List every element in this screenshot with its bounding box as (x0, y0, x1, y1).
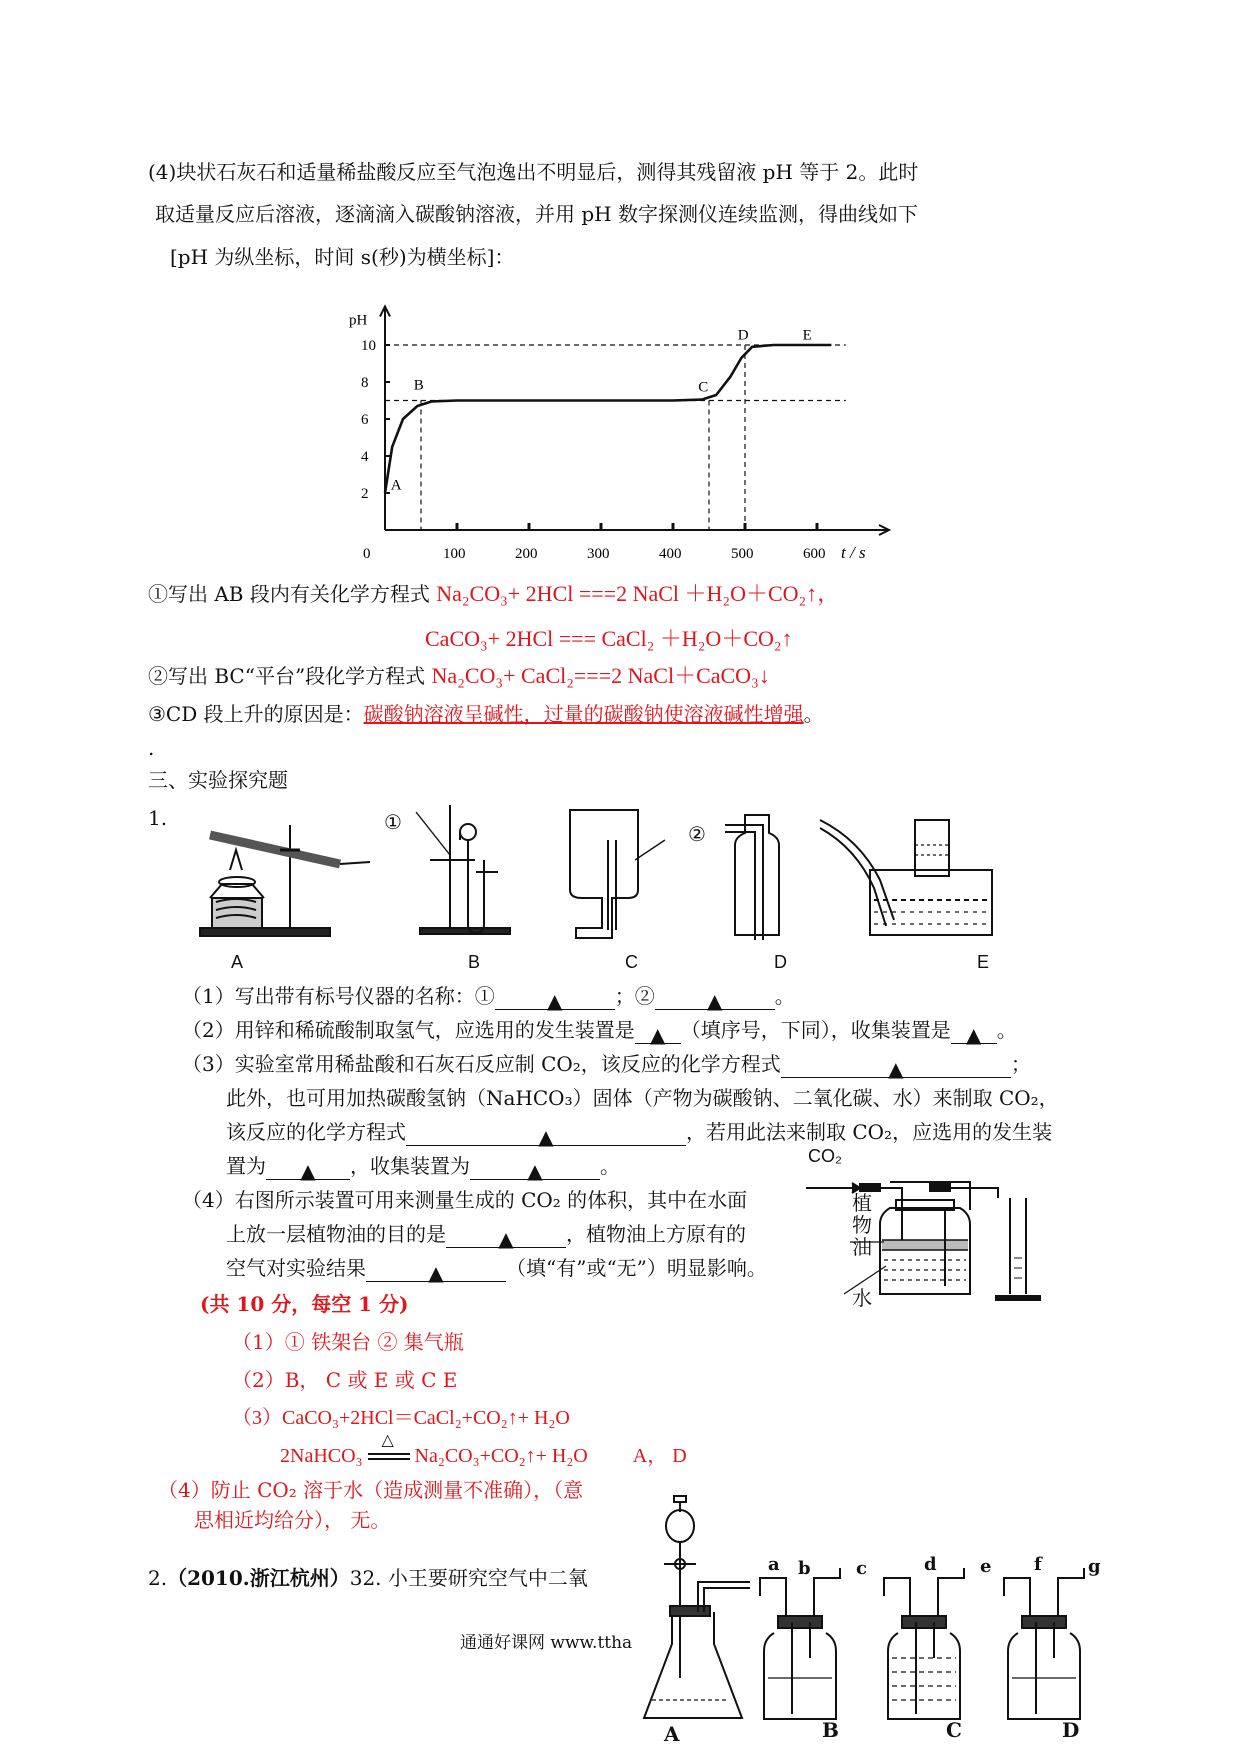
apparatus-e (820, 820, 992, 935)
answer-blank[interactable]: ▲ (951, 1021, 997, 1044)
problem2-num: 2. (148, 1566, 168, 1590)
problem2-source: （2010.浙江杭州） (167, 1566, 350, 1590)
q1-eq1: Na₂CO₃+ 2HCl ===2 NaCl ＋H₂O＋CO₂↑， (436, 581, 840, 606)
answer-blank[interactable]: ▲ (266, 1157, 350, 1180)
part4-line1: (4)块状石灰石和适量稀盐酸反应至气泡逸出不明显后，测得其残留液 pH 等于 2。此时 (148, 160, 919, 184)
q3-line2: 此外，也可用加热碳酸氢钠（NaHCO₃）固体（产物为碳酸钠、二氧化碳、水）来制取 CO₂， (226, 1086, 1059, 1110)
x-axis-label: t / s (841, 543, 866, 562)
q2-end: 。 (996, 1018, 1017, 1042)
marker-1-text: ① (384, 810, 402, 834)
q3-prefix: ③CD 段上升的原因是： (148, 702, 364, 726)
x-tick-label: 0 (363, 546, 371, 562)
point-label-e: E (802, 327, 812, 344)
answers-head: (共 10 分，每空 1 分) (200, 1292, 409, 1316)
q3-answer: 碳酸钠溶液呈碱性，过量的碳酸钠使溶液碱性增强 (363, 702, 804, 726)
apparatus-b (416, 805, 510, 934)
footer-watermark: 通通好课网 www.ttha (460, 1633, 633, 1653)
answer-3: （3）CaCO₃+2HCl＝CaCl₂+CO₂↑+ H₂O (232, 1407, 570, 1429)
y-tick-label: 4 (361, 449, 369, 465)
answer-blank[interactable]: ▲ (446, 1225, 566, 1248)
q2-text: （2）用锌和稀硫酸制取氢气，应选用的发生装置是 (182, 1018, 635, 1042)
answer-blank[interactable]: ▲ (470, 1157, 600, 1180)
co2-label: CO₂ (808, 1146, 842, 1166)
y-tick-label: 2 (361, 486, 369, 502)
x-tick-label: 100 (443, 546, 466, 562)
q4-line2b: ，植物油上方原有的 (566, 1222, 746, 1246)
q1-end: 。 (774, 984, 795, 1008)
q4-line2: 上放一层植物油的目的是 (226, 1222, 446, 1246)
x-tick-label: 500 (731, 546, 754, 562)
q2-prefix: ②写出 BC“平台”段化学方程式 (148, 664, 432, 688)
port-f: f (1034, 1554, 1042, 1575)
port-d: d (924, 1554, 937, 1575)
oil-label-2: 物 (852, 1213, 872, 1237)
q3-line3: 该反应的化学方程式 (226, 1120, 406, 1144)
marker-2-text: ② (688, 822, 706, 846)
oil-label-1: 植 (852, 1191, 872, 1215)
q2-text-2: （填序号，下同），收集装置是 (680, 1018, 951, 1042)
x-tick-label: 300 (587, 546, 610, 562)
water-label: 水 (852, 1286, 872, 1310)
co2-measure-figure (800, 1148, 1060, 1308)
answer-blank[interactable]: ▲ (366, 1259, 506, 1282)
q3-line3b: ，若用此法来制取 CO₂，应选用的发生装 (686, 1120, 1053, 1144)
answer-2: （2）B， C 或 E 或 C E (232, 1368, 458, 1392)
q3-sep: ； (1010, 1052, 1031, 1076)
q3-text: （3）实验室常用稀盐酸和石灰石反应制 CO₂，该反应的化学方程式 (182, 1052, 781, 1076)
q3-end: 。 (600, 1154, 620, 1178)
ph-chart (330, 282, 910, 572)
problem2-text: 32. 小王要研究空气中二氧 (349, 1566, 588, 1590)
equals-bar (368, 1453, 410, 1460)
apparatus-d (725, 815, 779, 940)
fig-label-d: D (1062, 1718, 1080, 1742)
point-label-c: C (698, 379, 709, 396)
flask-a (644, 1496, 750, 1718)
port-e: e (980, 1556, 992, 1577)
answer-blank[interactable]: ▲ (635, 1021, 681, 1044)
q1-prefix: ①写出 AB 段内有关化学方程式 (148, 582, 437, 606)
gas-apparatus-figure (640, 1488, 1120, 1750)
fig-label-b: B (822, 1718, 839, 1742)
bottle-b (760, 1568, 840, 1719)
section-title: 三、实验探究题 (148, 768, 288, 792)
y-tick-label: 6 (361, 412, 369, 428)
q4-line3: 空气对实验结果 (226, 1256, 366, 1280)
answer-blank[interactable]: ▲ (495, 987, 615, 1010)
point-label-a: A (390, 477, 402, 494)
x-tick-label: 200 (515, 546, 538, 562)
dot: . (148, 736, 155, 760)
apparatus-label-d: D (774, 952, 787, 972)
problem-number: 1. (148, 806, 168, 830)
answer-3b-ans: A， D (632, 1445, 687, 1467)
y-tick-label: 10 (361, 338, 376, 354)
q3-line4: 置为 (226, 1154, 266, 1178)
q3-line4b: ，收集装置为 (350, 1154, 470, 1178)
answer-1: （1）① 铁架台 ② 集气瓶 (232, 1330, 464, 1354)
answer-blank[interactable]: ▲ (406, 1123, 686, 1146)
q4-line1: （4）右图所示装置可用来测量生成的 CO₂ 的体积，其中在水面 (182, 1188, 748, 1212)
y-axis-label: pH (349, 312, 368, 329)
port-b: b (798, 1558, 811, 1579)
answer-blank[interactable]: ▲ (655, 987, 775, 1010)
answer-3b-right: Na₂CO₃+CO₂↑+ H₂O (414, 1445, 588, 1467)
y-tick-label: 8 (361, 375, 369, 391)
fig-label-a: A (664, 1722, 680, 1746)
apparatus-label-c: C (625, 952, 638, 972)
part4-line3: [pH 为纵坐标，时间 s(秒)为横坐标]： (170, 245, 515, 269)
apparatus-label-a: A (231, 952, 244, 972)
oil-label-3: 油 (852, 1235, 872, 1259)
q2-eq: Na₂CO₃+ CaCl₂===2 NaCl＋CaCO₃↓ (431, 663, 770, 688)
bottle-d (1004, 1568, 1084, 1719)
apparatus-c (570, 810, 665, 938)
answer-4a: （4）防止 CO₂ 溶于水（造成测量不准确），（意 (158, 1478, 584, 1502)
answer-3b-left: 2NaHCO₃ (280, 1445, 363, 1467)
port-c: c (856, 1558, 867, 1579)
x-tick-label: 600 (803, 546, 826, 562)
q1-eq2: CaCO₃+ 2HCl === CaCl₂ ＋H₂O＋CO₂↑ (425, 626, 793, 651)
heat-arrow (368, 1432, 410, 1467)
point-label-b: B (413, 377, 424, 394)
answer-4b: 思相近均给分）， 无。 (194, 1508, 391, 1532)
q4-line3b: （填“有”或“无”）明显影响。 (506, 1256, 767, 1280)
apparatus-a (200, 825, 370, 936)
apparatus-label-b: B (468, 952, 481, 972)
apparatus-figure (190, 800, 1060, 975)
answer-blank[interactable]: ▲ (781, 1055, 1011, 1078)
ph-curve (385, 345, 831, 493)
port-g: g (1088, 1556, 1101, 1577)
point-label-d: D (737, 327, 749, 344)
x-tick-label: 400 (659, 546, 682, 562)
part4-line2: 取适量反应后溶液，逐滴滴入碳酸钠溶液，并用 pH 数字探测仪连续监测，得曲线如下 (155, 202, 918, 226)
bottle-c (884, 1568, 964, 1719)
delta-symbol: △ (381, 1432, 394, 1450)
q1-sep: ；② (614, 984, 655, 1008)
apparatus-label-e: E (977, 952, 990, 972)
fig-label-c: C (946, 1718, 962, 1742)
q3-end: 。 (803, 702, 824, 726)
port-a: a (768, 1554, 780, 1575)
q1-text: （1）写出带有标号仪器的名称：① (182, 984, 495, 1008)
